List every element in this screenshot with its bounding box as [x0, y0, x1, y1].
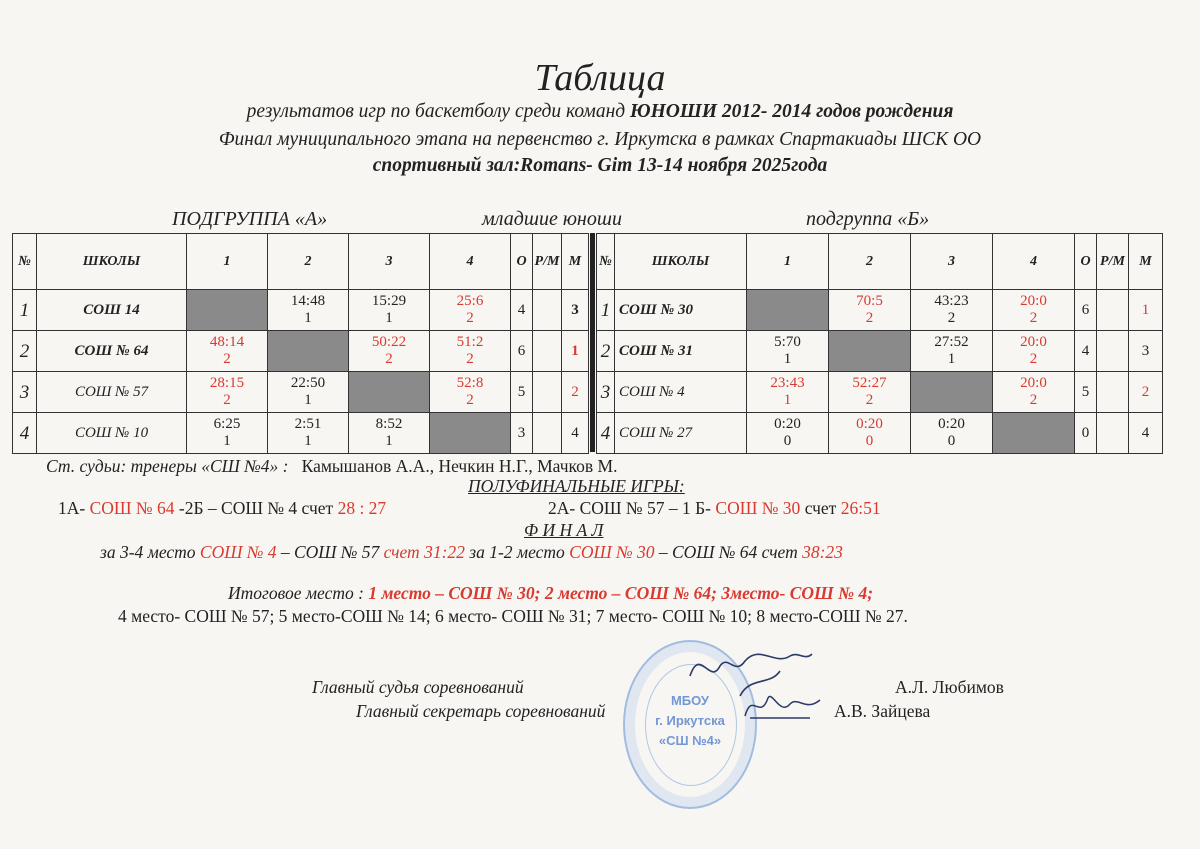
subtitle-line-2: Финал муниципального этапа на первенство г. Иркутска в рамках Спартакиады ШСК ОО	[218, 129, 982, 150]
self-cell	[268, 331, 349, 372]
points: 1	[783, 351, 792, 367]
header-num: №	[597, 234, 615, 290]
header-col-2: 2	[268, 234, 349, 290]
final-12-score: 38:23	[802, 542, 843, 562]
referees-names: Камышанов А.А., Нечкин Н.Г., Мачков М.	[301, 456, 618, 476]
place-cell: 1	[1129, 290, 1163, 331]
row-number: 2	[13, 331, 37, 372]
points: 2	[466, 310, 474, 326]
score-cell	[993, 331, 1075, 372]
score: 2:51	[294, 416, 322, 432]
place-cell: 3	[562, 290, 589, 331]
standings-top	[228, 583, 873, 604]
score: 20:0	[1020, 293, 1047, 309]
self-cell	[747, 290, 829, 331]
standings-rest: 4 место- СОШ № 57; 5 место-СОШ № 14; 6 место- СОШ № 31; 7 место- СОШ № 10; 8 место-СОШ № 27.	[118, 606, 908, 626]
place-cell: 4	[562, 413, 589, 454]
table-divider	[590, 233, 595, 452]
points: 2	[1029, 392, 1038, 408]
final-games	[100, 542, 843, 563]
header-col-4: 4	[993, 234, 1075, 290]
score-cell	[349, 331, 430, 372]
stamp-text-3: «СШ №4»	[658, 733, 722, 748]
points: 2	[223, 392, 231, 408]
table-row	[597, 413, 1163, 454]
score: 52:8	[456, 375, 484, 391]
standings-top3: 1 место – СОШ № 30; 2 место – СОШ № 64; 3место- СОШ № 4;	[368, 583, 874, 603]
final-34-pre: за 3-4 место	[100, 542, 200, 562]
final-12-winner: СОШ № 30	[569, 542, 655, 562]
final-12-mid: – СОШ № 64 счет	[654, 542, 803, 562]
score: 5:70	[774, 334, 801, 350]
header-place: М	[1129, 234, 1163, 290]
table-row	[597, 331, 1163, 372]
score: 70:5	[856, 293, 883, 309]
score-cell	[268, 413, 349, 454]
place-cell: 2	[562, 372, 589, 413]
score: 14:48	[290, 293, 326, 309]
subtitle-line-1-bold: ЮНОШИ 2012- 2014 годов рождения	[630, 101, 954, 122]
score: 50:22	[371, 334, 407, 350]
referees-label: Ст. судьи: тренеры «СШ №4» :	[46, 456, 289, 476]
points: 2	[947, 310, 956, 326]
rm-cell	[1097, 290, 1129, 331]
rm-cell	[533, 290, 562, 331]
table-row	[13, 413, 589, 454]
score-cell	[747, 413, 829, 454]
points: 2	[385, 351, 393, 367]
points: 2	[865, 310, 874, 326]
semi-1-mid: -2Б – СОШ № 4 счет	[174, 498, 338, 518]
place-cell: 1	[562, 331, 589, 372]
score: 20:0	[1020, 334, 1047, 350]
final-34-mid: – СОШ № 57	[276, 542, 384, 562]
row-number: 2	[597, 331, 615, 372]
self-cell	[430, 413, 511, 454]
total-points: 6	[1075, 290, 1097, 331]
score: 48:14	[209, 334, 245, 350]
chief-secretary-signature	[740, 686, 830, 726]
score: 0:20	[856, 416, 883, 432]
final-12-pre: за 1-2 место	[464, 542, 570, 562]
semis-heading: ПОЛУФИНАЛЬНЫЕ ИГРЫ:	[468, 476, 685, 496]
subtitle-line-1-text: результатов игр по баскетболу среди команд	[246, 101, 631, 122]
subtitle-line-3: спортивный зал:Romans- Gim 13-14 ноября 2025года	[372, 155, 828, 176]
total-points: 5	[511, 372, 533, 413]
place-cell: 2	[1129, 372, 1163, 413]
table-row	[13, 290, 589, 331]
group-a-label: ПОДГРУППА «А»	[172, 208, 328, 230]
points: 1	[385, 433, 393, 449]
points: 2	[466, 392, 474, 408]
header-col-3: 3	[911, 234, 993, 290]
points: 1	[223, 433, 231, 449]
semi-1-winner: СОШ № 64	[89, 498, 175, 518]
table-row	[597, 290, 1163, 331]
rm-cell	[1097, 372, 1129, 413]
score: 51:2	[456, 334, 484, 350]
semi-2-score: 26:51	[840, 498, 881, 518]
score-cell	[187, 413, 268, 454]
total-points: 3	[511, 413, 533, 454]
score: 0:20	[774, 416, 801, 432]
score-cell	[829, 372, 911, 413]
school-name: СОШ № 31	[615, 331, 747, 372]
score-cell	[993, 290, 1075, 331]
points: 1	[783, 392, 792, 408]
total-points: 0	[1075, 413, 1097, 454]
score-cell	[747, 331, 829, 372]
points: 2	[1029, 351, 1038, 367]
score-cell	[430, 372, 511, 413]
semi-game-1	[58, 498, 386, 519]
school-name: СОШ № 64	[37, 331, 187, 372]
points: 1	[947, 351, 956, 367]
row-number: 4	[597, 413, 615, 454]
header-schools: ШКОЛЫ	[37, 234, 187, 290]
points: 1	[304, 310, 312, 326]
group-a-header-row	[13, 234, 589, 290]
final-heading: Ф И Н А Л	[524, 520, 604, 540]
points: 0	[865, 433, 874, 449]
score-cell	[911, 413, 993, 454]
header-schools: ШКОЛЫ	[615, 234, 747, 290]
table-row	[13, 331, 589, 372]
semi-1-pre: 1А-	[58, 498, 90, 518]
chief-judge-label: Главный судья соревнований	[312, 677, 524, 697]
semi-2-winner: СОШ № 30	[715, 498, 801, 518]
row-number: 3	[597, 372, 615, 413]
rm-cell	[1097, 413, 1129, 454]
header-col-4: 4	[430, 234, 511, 290]
self-cell	[993, 413, 1075, 454]
row-number: 3	[13, 372, 37, 413]
group-b-label: подгруппа «Б»	[806, 208, 930, 230]
place-cell: 3	[1129, 331, 1163, 372]
group-b-table	[596, 233, 1163, 454]
score-cell	[268, 372, 349, 413]
score: 28:15	[209, 375, 245, 391]
self-cell	[187, 290, 268, 331]
points: 0	[947, 433, 956, 449]
score: 52:27	[852, 375, 887, 391]
score: 0:20	[938, 416, 965, 432]
final-34-winner: СОШ № 4	[199, 542, 277, 562]
header-num: №	[13, 234, 37, 290]
rm-cell	[1097, 331, 1129, 372]
stamp-text-2: г. Иркутска	[655, 713, 725, 728]
points: 2	[1029, 310, 1038, 326]
total-points: 4	[1075, 331, 1097, 372]
row-number: 1	[597, 290, 615, 331]
score: 22:50	[290, 375, 326, 391]
table-row	[13, 372, 589, 413]
score-cell	[349, 290, 430, 331]
self-cell	[829, 331, 911, 372]
place-cell: 4	[1129, 413, 1163, 454]
school-name: СОШ № 30	[615, 290, 747, 331]
school-name: СОШ № 27	[615, 413, 747, 454]
score: 20:0	[1020, 375, 1047, 391]
score: 25:6	[456, 293, 484, 309]
score: 27:52	[934, 334, 969, 350]
school-name: СОШ 14	[37, 290, 187, 331]
row-number: 4	[13, 413, 37, 454]
score-cell	[187, 372, 268, 413]
header-rm: Р/М	[533, 234, 562, 290]
table-row	[597, 372, 1163, 413]
score-cell	[911, 331, 993, 372]
header-points: О	[511, 234, 533, 290]
age-group-label: младшие юноши	[482, 208, 622, 230]
score-cell	[829, 413, 911, 454]
self-cell	[911, 372, 993, 413]
score-cell	[993, 372, 1075, 413]
self-cell	[349, 372, 430, 413]
points: 1	[385, 310, 393, 326]
header-col-1: 1	[747, 234, 829, 290]
semi-2-pre: 2А- СОШ № 57 – 1 Б-	[548, 498, 716, 518]
score-cell	[349, 413, 430, 454]
header-col-2: 2	[829, 234, 911, 290]
semi-game-2	[548, 498, 881, 519]
total-points: 5	[1075, 372, 1097, 413]
score-cell	[268, 290, 349, 331]
score-cell	[747, 372, 829, 413]
points: 2	[223, 351, 231, 367]
score-cell	[187, 331, 268, 372]
header-place: М	[562, 234, 589, 290]
score-cell	[430, 331, 511, 372]
points: 1	[304, 433, 312, 449]
chief-secretary-label: Главный секретарь соревнований	[356, 701, 606, 721]
total-points: 6	[511, 331, 533, 372]
points: 0	[783, 433, 792, 449]
row-number: 1	[13, 290, 37, 331]
score: 6:25	[213, 416, 241, 432]
header-col-1: 1	[187, 234, 268, 290]
score: 43:23	[934, 293, 969, 309]
score-cell	[911, 290, 993, 331]
chief-judge-name: А.Л. Любимов	[895, 677, 1004, 697]
score-cell	[430, 290, 511, 331]
score: 23:43	[770, 375, 805, 391]
score: 8:52	[375, 416, 403, 432]
semi-2-mid: счет	[800, 498, 841, 518]
points: 1	[304, 392, 312, 408]
group-a-table	[12, 233, 589, 454]
rm-cell	[533, 372, 562, 413]
total-points: 4	[511, 290, 533, 331]
subtitle-line-1	[0, 101, 1200, 123]
header-col-3: 3	[349, 234, 430, 290]
school-name: СОШ № 57	[37, 372, 187, 413]
standings-label: Итоговое место :	[228, 583, 369, 603]
document-title: Таблица	[534, 57, 666, 99]
header-points: О	[1075, 234, 1097, 290]
school-name: СОШ № 10	[37, 413, 187, 454]
school-name: СОШ № 4	[615, 372, 747, 413]
final-34-score: счет 31:22	[383, 542, 465, 562]
rm-cell	[533, 413, 562, 454]
group-b-header-row	[597, 234, 1163, 290]
chief-secretary-name: А.В. Зайцева	[834, 701, 931, 721]
header-rm: Р/М	[1097, 234, 1129, 290]
rm-cell	[533, 331, 562, 372]
score-cell	[829, 290, 911, 331]
stamp-text-1: МБОУ	[670, 693, 710, 708]
semi-1-score: 28 : 27	[337, 498, 387, 518]
points: 2	[466, 351, 474, 367]
points: 2	[865, 392, 874, 408]
referees-line	[46, 456, 617, 477]
score: 15:29	[371, 293, 407, 309]
